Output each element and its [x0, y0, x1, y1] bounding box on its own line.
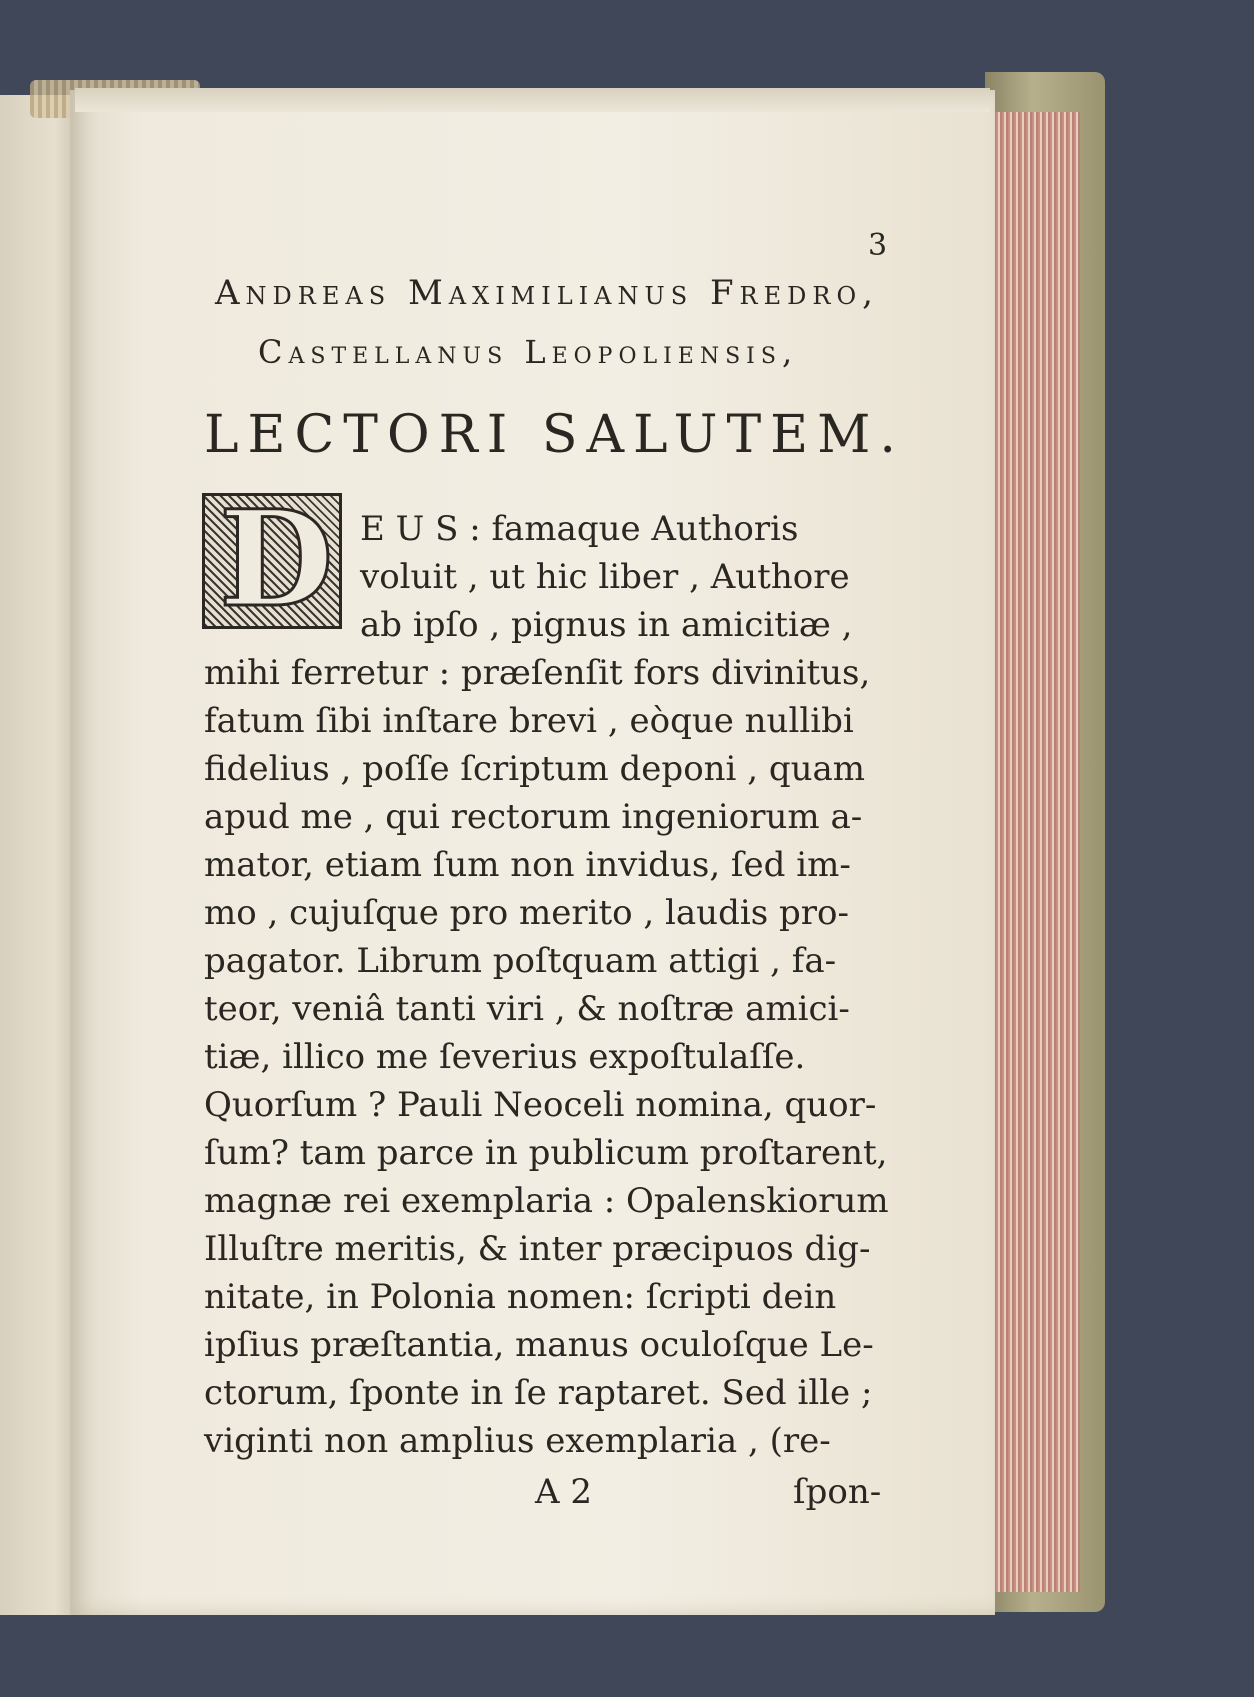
body-line: ſum? tam parce in publicum proſtarent, [204, 1133, 888, 1173]
heading-line-2: Castellanus Leopoliensis, [258, 333, 799, 371]
page-top-shadow [75, 88, 990, 112]
body-line: E U S : famaque Authoris [360, 509, 799, 549]
drop-cap-letter: D [219, 482, 334, 637]
body-line: mihi ferretur : præſenſit fors divinitus, [204, 653, 871, 693]
body-line: mator, etiam ſum non invidus, ſed im- [204, 845, 851, 885]
page-title: LECTORI SALUTEM. [204, 405, 905, 465]
body-line: tiæ, illico me ſeverius expoſtulaſſe. [204, 1037, 806, 1077]
signature-mark: A 2 [535, 1472, 592, 1512]
body-line: magnæ rei exemplaria : Opalenskiorum [204, 1181, 889, 1221]
left-page-edge [0, 95, 78, 1615]
page-number: 3 [868, 228, 888, 263]
heading-line-1: Andreas Maximilianus Fredro, [215, 273, 879, 313]
body-line: voluit , ut hic liber , Authore [360, 557, 850, 597]
body-line: fidelius , poſſe ſcriptum deponi , quam [204, 749, 866, 789]
body-line: apud me , qui rectorum ingeniorum a- [204, 797, 863, 837]
body-line: Illuſtre meritis, & inter præcipuos dig- [204, 1229, 871, 1269]
catchword: ſpon- [793, 1472, 882, 1512]
body-line: ipſius præſtantia, manus oculoſque Le- [204, 1325, 874, 1365]
drop-cap-ornament [202, 482, 342, 637]
body-line: viginti non amplius exemplaria , (re- [204, 1421, 831, 1461]
body-line: nitate, in Polonia nomen: ſcripti dein [204, 1277, 837, 1317]
body-line: teor, veniâ tanti viri , & noſtræ amici- [204, 989, 850, 1029]
body-line: mo , cujuſque pro merito , laudis pro- [204, 893, 849, 933]
body-line: pagator. Librum poſtquam attigi , fa- [204, 941, 837, 981]
body-line: fatum ſibi inſtare brevi , eòque nullibi [204, 701, 854, 741]
body-line: Quorſum ? Pauli Neoceli nomina, quor- [204, 1085, 877, 1125]
body-line: ctorum, ſponte in ſe raptaret. Sed ille ; [204, 1373, 873, 1413]
body-line: ab ipſo , pignus in amicitiæ , [360, 605, 853, 645]
page-edges [990, 112, 1080, 1592]
